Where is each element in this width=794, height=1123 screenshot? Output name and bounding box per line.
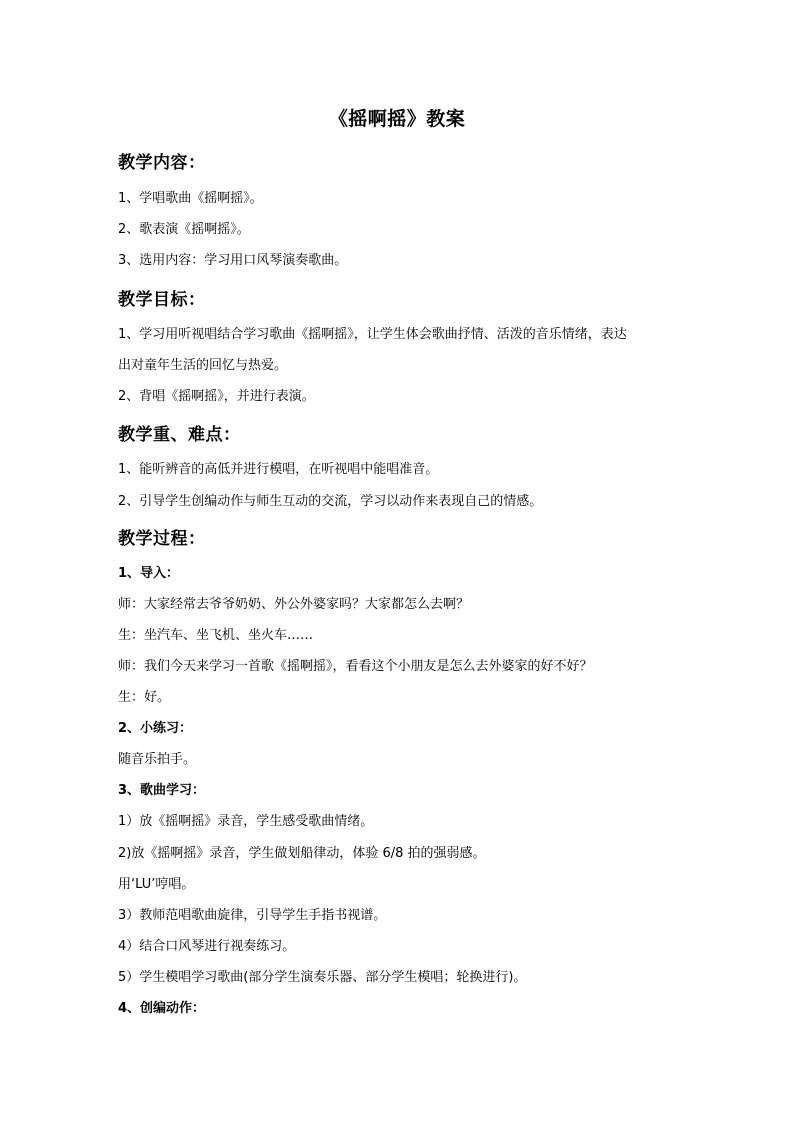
song-line-1: 1）放《摇啊摇》录音，学生感受歌曲情绪。: [118, 814, 374, 829]
section-heading-goals: 教学目标：: [118, 290, 206, 310]
section-heading-process: 教学过程：: [118, 529, 206, 549]
content-item-3: 3、选用内容：学习用口风琴演奏歌曲。: [118, 253, 348, 268]
section-heading-content: 教学内容：: [118, 153, 206, 173]
song-line-2: 2)放《摇啊摇》录音，学生做划船律动，体验 6/8 拍的强弱感。: [118, 846, 486, 861]
key-points-item-2: 2、引导学生创编动作与师生互动的交流，学习以动作来表现自己的情感。: [118, 494, 543, 509]
process-practice-heading: 2、小练习：: [118, 721, 193, 736]
practice-line-1: 随音乐拍手。: [118, 752, 197, 767]
song-line-5: 4）结合口风琴进行视奏练习。: [118, 939, 296, 954]
song-line-4: 3）教师范唱歌曲旋律，引导学生手指书视谱。: [118, 908, 387, 923]
song-line-6: 5）学生模唱学习歌曲(部分学生演奏乐器、部分学生模唱；轮换进行)。: [118, 970, 527, 985]
process-intro-heading: 1、导入：: [118, 566, 180, 581]
content-item-1: 1、学唱歌曲《摇啊摇》。: [118, 191, 263, 206]
content-item-2: 2、歌表演《摇啊摇》。: [118, 222, 250, 237]
process-song-heading: 3、歌曲学习：: [118, 783, 206, 798]
intro-line-3: 师：我们今天来学习一首歌《摇啊摇》，看看这个小朋友是怎么去外婆家的好不好？: [118, 659, 593, 674]
process-create-heading: 4、创编动作：: [118, 1001, 206, 1016]
intro-line-2: 生：坐汽车、坐飞机、坐火车……: [118, 628, 314, 643]
song-line-3: 用‘LU’哼唱。: [118, 877, 195, 892]
goals-item-1: 1、学习用听视唱结合学习歌曲《摇啊摇》，让学生体会歌曲抒情、活泼的音乐情绪，表达: [118, 327, 627, 342]
key-points-item-1: 1、能听辨音的高低并进行模唱，在听视唱中能唱准音。: [118, 462, 439, 477]
intro-line-1: 师：大家经常去爷爷奶奶、外公外婆家吗？大家都怎么去啊？: [118, 597, 470, 612]
intro-line-4: 生：好。: [118, 690, 171, 705]
goals-item-1-continued: 出对童年生活的回忆与热爱。: [118, 358, 288, 373]
document-title: 《摇啊摇》教案: [328, 108, 466, 130]
section-heading-key-points: 教学重、难点：: [118, 425, 241, 445]
goals-item-2: 2、背唱《摇啊摇》，并进行表演。: [118, 389, 315, 404]
